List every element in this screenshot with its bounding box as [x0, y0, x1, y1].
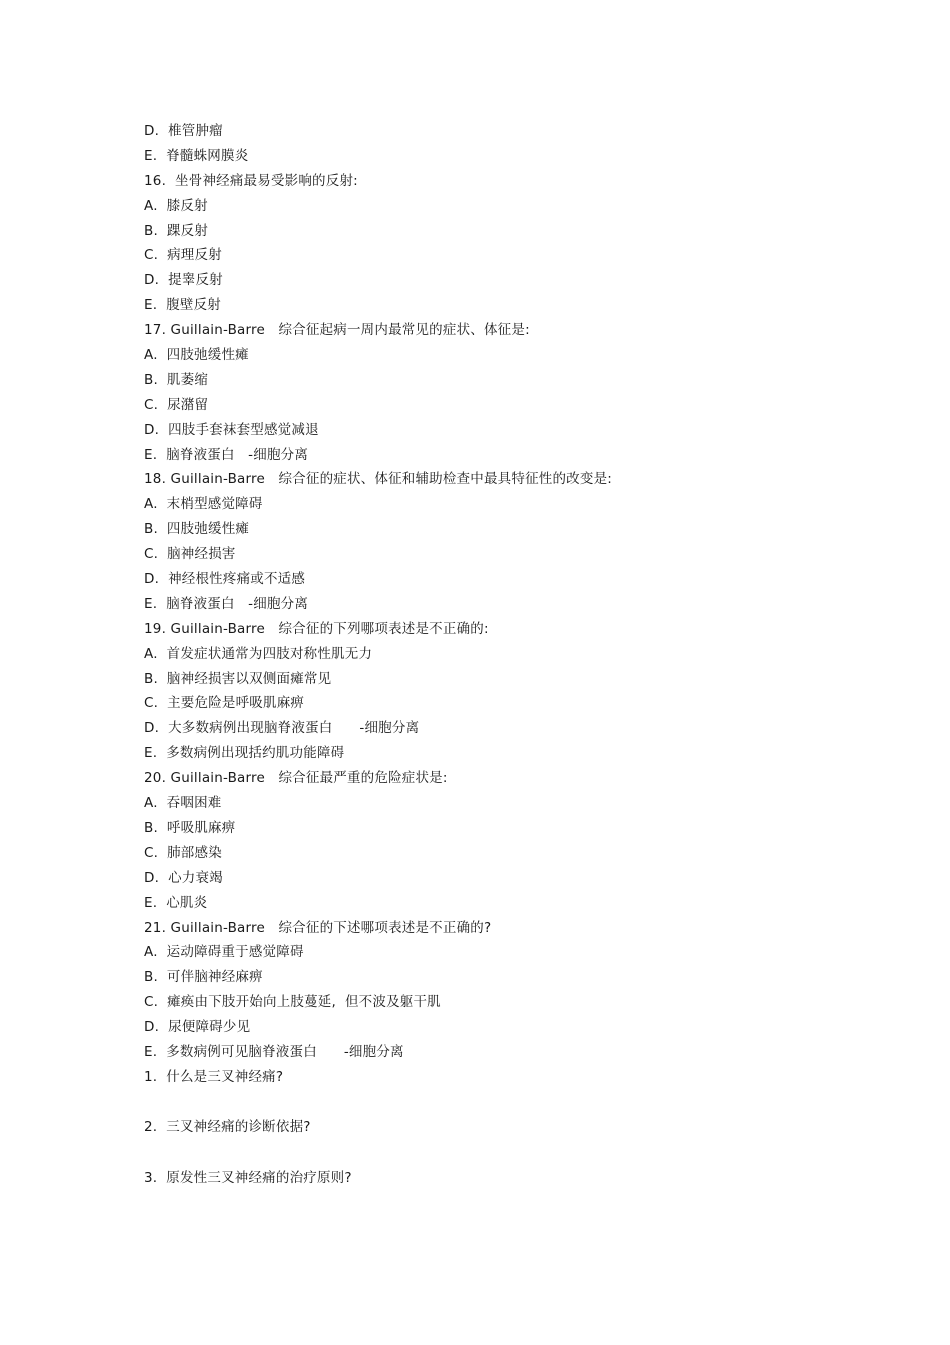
option-line: C. 瘫痪由下肢开始向上肢蔓延, 但不波及躯干肌 [144, 994, 441, 1011]
option-line: D. 四肢手套袜套型感觉减退 [144, 421, 319, 438]
option-line: A. 吞咽困难 [144, 795, 222, 812]
essay-question: 2. 三叉神经痛的诊断依据? [144, 1119, 311, 1136]
option-line: A. 四肢弛缓性瘫 [144, 347, 249, 364]
option-line: A. 膝反射 [144, 197, 208, 214]
option-line: D. 心力衰竭 [144, 869, 223, 886]
essay-question: 3. 原发性三叉神经痛的治疗原则? [144, 1169, 352, 1186]
option-line: D. 椎管肿瘤 [144, 123, 223, 139]
essay-question: 1. 什么是三叉神经痛? [144, 1068, 284, 1085]
option-line: E. 脑脊液蛋白 -细胞分离 [144, 446, 309, 463]
question-stem: 17. Guillain-Barre 综合征起病一周内最常见的症状、体征是: [144, 322, 530, 339]
option-line: B. 可伴脑神经麻痹 [144, 969, 263, 986]
option-line: E. 心肌炎 [144, 894, 208, 911]
option-line: E. 脊髓蛛网膜炎 [144, 147, 249, 164]
option-line: C. 主要危险是呼吸肌麻痹 [144, 695, 305, 712]
option-line: B. 肌萎缩 [144, 371, 209, 388]
question-list [144, 119, 844, 1191]
option-line: B. 呼吸肌麻痹 [144, 819, 236, 836]
option-line: A. 末梢型感觉障碍 [144, 496, 263, 513]
option-line: D. 神经根性疼痛或不适感 [144, 571, 306, 588]
question-stem: 21. Guillain-Barre 综合征的下述哪项表述是不正确的? [144, 919, 492, 936]
option-line: B. 四肢弛缓性瘫 [144, 521, 250, 538]
option-line: C. 肺部感染 [144, 844, 222, 861]
question-stem: 16. 坐骨神经痛最易受影响的反射: [144, 172, 358, 189]
option-line: A. 运动障碍重于感觉障碍 [144, 944, 304, 961]
option-line: E. 腹壁反射 [144, 297, 222, 314]
option-line: D. 尿便障碍少见 [144, 1019, 251, 1036]
option-line: A. 首发症状通常为四肢对称性肌无力 [144, 645, 373, 662]
option-line: B. 踝反射 [144, 222, 209, 239]
option-line: B. 脑神经损害以双侧面瘫常见 [144, 670, 332, 687]
question-stem: 18. Guillain-Barre 综合征的症状、体征和辅助检查中最具特征性的改变是: [144, 471, 613, 488]
option-line: C. 病理反射 [144, 247, 222, 264]
question-stem: 19. Guillain-Barre 综合征的下列哪项表述是不正确的: [144, 620, 489, 637]
option-line: E. 脑脊液蛋白 -细胞分离 [144, 595, 309, 612]
option-line: C. 尿潴留 [144, 396, 209, 413]
question-stem: 20. Guillain-Barre 综合征最严重的危险症状是: [144, 770, 448, 787]
option-line: E. 多数病例可见脑脊液蛋白 -细胞分离 [144, 1043, 404, 1060]
option-line: D. 大多数病例出现脑脊液蛋白 -细胞分离 [144, 720, 420, 737]
option-line: C. 脑神经损害 [144, 546, 236, 563]
option-line: E. 多数病例出现括约肌功能障碍 [144, 745, 345, 762]
option-line: D. 提睾反射 [144, 272, 223, 289]
